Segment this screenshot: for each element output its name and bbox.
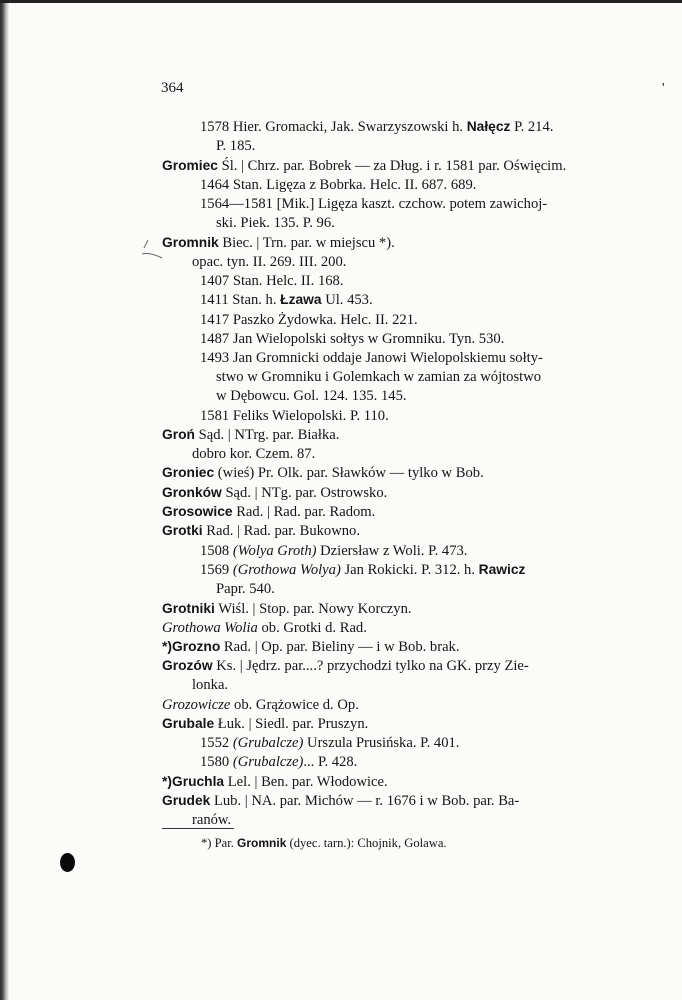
entry-headword: Gromnik — [237, 836, 287, 850]
entry-text: 1552 — [200, 735, 233, 751]
text-line — [200, 118, 553, 136]
entry-text: 1578 Hier. Gromacki, Jak. Swarzyszowski h. — [200, 119, 467, 135]
entry-text: Śl. | Chrz. par. Bobrek — za Dług. i r. 1581 par. Oświęcim. — [217, 158, 567, 174]
text-line — [200, 272, 343, 290]
entry-text: lonka. — [192, 677, 229, 693]
entry-text: Rad. | Rad. par. Radom. — [232, 504, 376, 520]
entry-text: Ks. | Jędrz. par....? przychodzi tylko na GK. przy Zie- — [212, 658, 529, 674]
entry-headword: Gronków — [162, 485, 222, 500]
entry-text: ski. Piek. 135. P. 96. — [216, 215, 335, 231]
entry-text: w Dębowcu. Gol. 124. 135. 145. — [216, 388, 407, 404]
footnote — [201, 836, 447, 851]
entry-text: Dziersław z Woli. P. 473. — [316, 543, 468, 559]
text-line — [162, 657, 529, 675]
text-line — [200, 195, 547, 213]
text-line — [216, 368, 541, 386]
text-line — [200, 349, 543, 367]
text-line — [200, 753, 357, 771]
entry-text: Rad. | Rad. par. Bukowno. — [202, 523, 361, 539]
entry-text: 1417 Paszko Żydowka. Helc. II. 221. — [200, 312, 418, 328]
text-line — [200, 561, 525, 579]
entry-text: Sąd. | NTrg. par. Białka. — [194, 427, 340, 443]
text-line — [200, 291, 373, 309]
italic-variant: Grothowa Wolia — [162, 620, 258, 636]
ink-blot-dot — [60, 853, 75, 872]
entry-headword: Grosowice — [162, 504, 233, 519]
entry-headword: Gromnik — [162, 235, 219, 250]
entry-headword: Gromiec — [162, 158, 218, 173]
entry-headword: *)Gruchla — [162, 774, 225, 789]
text-line — [162, 792, 519, 810]
italic-variant: (Grubalcze) — [232, 754, 304, 770]
entry-headword: Groniec — [162, 465, 215, 480]
text-line — [162, 426, 339, 444]
entry-text: 1493 Jan Gromnicki oddaje Janowi Wielopolskiemu sołty- — [200, 350, 543, 366]
text-line — [200, 734, 459, 752]
entry-headword: Nałęcz — [466, 119, 511, 134]
text-line — [192, 445, 315, 463]
italic-variant: (Grubalcze) — [232, 735, 304, 751]
entry-headword: *)Grozno — [162, 639, 221, 654]
text-line — [162, 234, 395, 252]
entry-text: Rad. | Op. par. Bieliny — i w Bob. brak. — [220, 639, 460, 655]
entry-headword: Groń — [162, 427, 195, 442]
entry-headword: Łzawa — [280, 292, 322, 307]
entry-text: (dyec. tarn.): Chojnik, Golawa. — [286, 836, 447, 850]
page-top-edge — [0, 0, 682, 3]
entry-text: opac. tyn. II. 269. III. 200. — [192, 254, 347, 270]
text-line — [200, 407, 389, 425]
entry-text: 1487 Jan Wielopolski sołtys w Gromniku. Tyn. 530. — [200, 331, 505, 347]
entry-text: 1564—1581 [Mik.] Ligęza kaszt. czchow. potem zawichoj- — [200, 196, 548, 212]
text-line — [162, 503, 375, 521]
entry-headword: Rawicz — [478, 562, 526, 577]
text-line — [216, 137, 255, 155]
entry-text: Lub. | NA. par. Michów — r. 1676 i w Bob. par. Ba- — [210, 793, 520, 809]
entry-text: 1508 — [200, 543, 233, 559]
entry-text: *) Par. — [201, 836, 238, 850]
text-line — [162, 715, 368, 733]
text-line — [162, 522, 360, 540]
entry-text: Lel. | Ben. par. Włodowice. — [224, 774, 388, 790]
entry-text: P. 214. — [510, 119, 554, 135]
entry-text: Jan Rokicki. P. 312. h. — [340, 562, 479, 578]
entry-text: 1580 — [200, 754, 233, 770]
text-line — [200, 542, 467, 560]
entry-text: Łuk. | Siedl. par. Pruszyn. — [214, 716, 369, 732]
text-line — [192, 676, 228, 694]
entry-text: stwo w Gromniku i Golemkach w zamian za wójtostwo — [216, 369, 542, 385]
entry-text: 1411 Stan. h. — [200, 292, 281, 308]
entry-text: dobro kor. Czem. 87. — [192, 446, 316, 462]
text-line — [162, 600, 412, 618]
entry-text: ranów. — [192, 812, 232, 828]
text-line — [200, 176, 476, 194]
text-line — [216, 580, 275, 598]
entry-headword: Grotki — [162, 523, 203, 538]
italic-variant: Grozowicze — [162, 697, 231, 713]
page-number: 364 — [161, 80, 184, 96]
entry-text: 1581 Feliks Wielopolski. P. 110. — [200, 408, 389, 424]
entry-text: 1464 Stan. Ligęza z Bobrka. Helc. II. 687. 689. — [200, 177, 477, 193]
text-line — [162, 619, 367, 637]
entry-text: (wieś) Pr. Olk. par. Sławków — tylko w Bob. — [214, 465, 484, 481]
text-line — [162, 696, 359, 714]
entry-text: Urszula Prusińska. P. 401. — [303, 735, 460, 751]
entry-headword: Grubale — [162, 716, 215, 731]
text-line — [162, 484, 387, 502]
corner-mark: ' — [662, 81, 665, 96]
entry-text: Sąd. | NTg. par. Ostrowsko. — [221, 485, 388, 501]
text-line — [162, 773, 388, 791]
entry-text: 1407 Stan. Helc. II. 168. — [200, 273, 344, 289]
footnote-rule — [162, 828, 234, 829]
entry-headword: Grotniki — [162, 601, 215, 616]
entry-text: ob. Grążowice d. Op. — [230, 697, 359, 713]
text-line — [162, 464, 484, 482]
entry-headword: Grudek — [162, 793, 211, 808]
entry-text: 1569 — [200, 562, 233, 578]
text-line — [162, 157, 566, 175]
entry-text: Papr. 540. — [216, 581, 275, 597]
text-line — [200, 330, 504, 348]
text-line — [216, 387, 407, 405]
italic-variant: (Wolya Groth) — [232, 543, 317, 559]
entry-text: Ul. 453. — [321, 292, 373, 308]
text-line — [162, 638, 460, 656]
text-line — [200, 311, 418, 329]
italic-variant: (Grothowa Wolya) — [232, 562, 341, 578]
entry-headword: Grozów — [162, 658, 213, 673]
entry-text: ... P. 428. — [303, 754, 358, 770]
text-line — [192, 253, 346, 271]
entry-text: Biec. | Trn. par. w miejscu *). — [218, 235, 395, 251]
entry-text: Wiśl. | Stop. par. Nowy Korczyn. — [214, 601, 412, 617]
text-line — [216, 214, 335, 232]
entry-text: P. 185. — [216, 138, 256, 154]
margin-pencil-mark — [138, 236, 172, 266]
entry-text: ob. Grotki d. Rad. — [257, 620, 367, 636]
page-binding-edge — [0, 0, 9, 1000]
text-line — [192, 811, 231, 829]
